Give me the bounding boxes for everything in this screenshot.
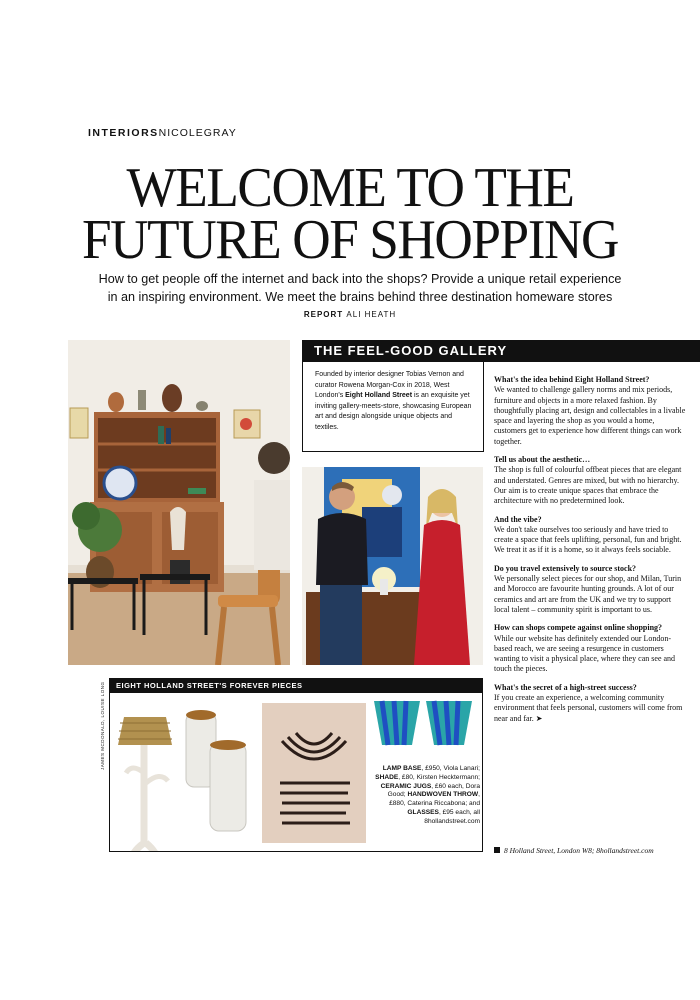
interior-photo <box>68 340 290 665</box>
question-3: And the vibe? <box>494 514 542 524</box>
interview <box>494 375 686 732</box>
question-1: What's the idea behind Eight Holland Street? <box>494 375 650 384</box>
caption-detail-2: , £80, Kirsten Hecktermann; <box>398 773 480 781</box>
interior-photo-illustration <box>68 340 290 665</box>
answer-6-text: If you create an experience, a welcoming community environment that feels personal, customers will come from near and far. <box>494 693 683 723</box>
square-bullet-icon <box>494 847 500 853</box>
forever-pieces-caption <box>370 765 480 827</box>
headline-line-2: FUTURE OF SHOPPING <box>81 209 619 271</box>
forever-pieces-title: EIGHT HOLLAND STREET'S FOREVER PIECES <box>110 679 482 693</box>
question-2: Tell us about the aesthetic… <box>494 455 591 465</box>
photo-credit: JAMES MCDONALD, LOUISE LONG <box>100 681 105 770</box>
caption-detail-3: , £60 each, Dora Good; <box>387 782 480 799</box>
section-title-bar: THE FEEL-GOOD GALLERY <box>302 340 700 362</box>
answer-4: We personally select pieces for our shop, and Milan, Turin and Morocco are favourite hunting grounds. A lot of our ceramics and art are from the UK and we try to support local talent – community spirit is important to us. <box>494 574 682 614</box>
intro-store-name: Eight Holland Street <box>345 392 413 399</box>
section-kicker <box>88 127 237 139</box>
answer-5: While our website has definitely extended our London-based reach, we are seeing a resurgence in customers wanting to visit a physical place, where they can see and touch the pieces. <box>494 633 676 674</box>
answer-1: We wanted to challenge gallery norms and mix periods, furniture and objects in a more relaxed fashion. By thoughtfully placing art, design and collectables in a livable space and layering the shop as you would a home, customers get to experience how different things can work together. <box>494 385 686 446</box>
byline-author: ALI HEATH <box>346 310 397 319</box>
caption-item-3: CERAMIC JUGS <box>380 782 432 790</box>
headline <box>18 157 683 271</box>
caption-detail-1: , £950, Viola Lanari; <box>421 765 480 772</box>
store-address <box>494 846 694 855</box>
answer-6 <box>494 693 686 724</box>
section-label: INTERIORS <box>88 127 159 139</box>
intro-text-2: is an exquisite yet inviting gallery-meets-store, showcasing European art and design alongside unique objects and textiles. <box>315 392 472 431</box>
standfirst-line-2: in an inspiring environment. We meet the brains behind three destination homeware stores <box>107 290 613 304</box>
caption-detail-5: , £95 each, all 8hollandstreet.com <box>424 808 480 825</box>
answer-2: The shop is full of colourful offbeat pieces that are elegant and understated. Genres are mixed, but with no hierarchy. Our aim is to create unique spaces that embrace the architecture with no predetermined look. <box>494 465 682 506</box>
founders-photo <box>302 467 483 665</box>
end-arrow-icon: ➤ <box>535 713 543 723</box>
question-6: What's the secret of a high-street success? <box>494 682 637 692</box>
address-text: 8 Holland Street, London W8; 8hollandstreet.com <box>504 846 654 855</box>
caption-detail-4: , £880, Caterina Riccabona; and <box>389 791 480 808</box>
standfirst-line-1: How to get people off the internet and back into the shops? Provide a unique retail experience <box>98 272 622 286</box>
designer-name: NICOLEGRAY <box>158 127 237 139</box>
caption-item-4: HANDWOVEN THROW <box>407 791 479 799</box>
standfirst <box>80 270 640 306</box>
caption-item-1: LAMP BASE <box>382 765 422 772</box>
intro-box <box>302 362 484 452</box>
intro-text-1: Founded by interior designer Tobias Vernon and curator Rowena Morgan-Cox in 2018, West London's <box>315 371 464 399</box>
question-4: Do you travel extensively to source stock? <box>494 563 637 573</box>
question-5: How can shops compete against online shopping? <box>494 623 663 633</box>
caption-item-2: SHADE <box>375 773 399 781</box>
answer-3: We don't take ourselves too seriously and have tried to create a space that feels uplifting, personal, fun and bright. We treat it as if it is a home, so it always feels sociable. <box>494 524 682 555</box>
founders-photo-illustration <box>302 467 483 665</box>
headline-line-1: WELCOME TO THE <box>126 157 574 219</box>
byline-label: REPORT <box>303 310 344 319</box>
caption-item-5: GLASSES <box>407 808 439 816</box>
byline <box>0 310 700 319</box>
